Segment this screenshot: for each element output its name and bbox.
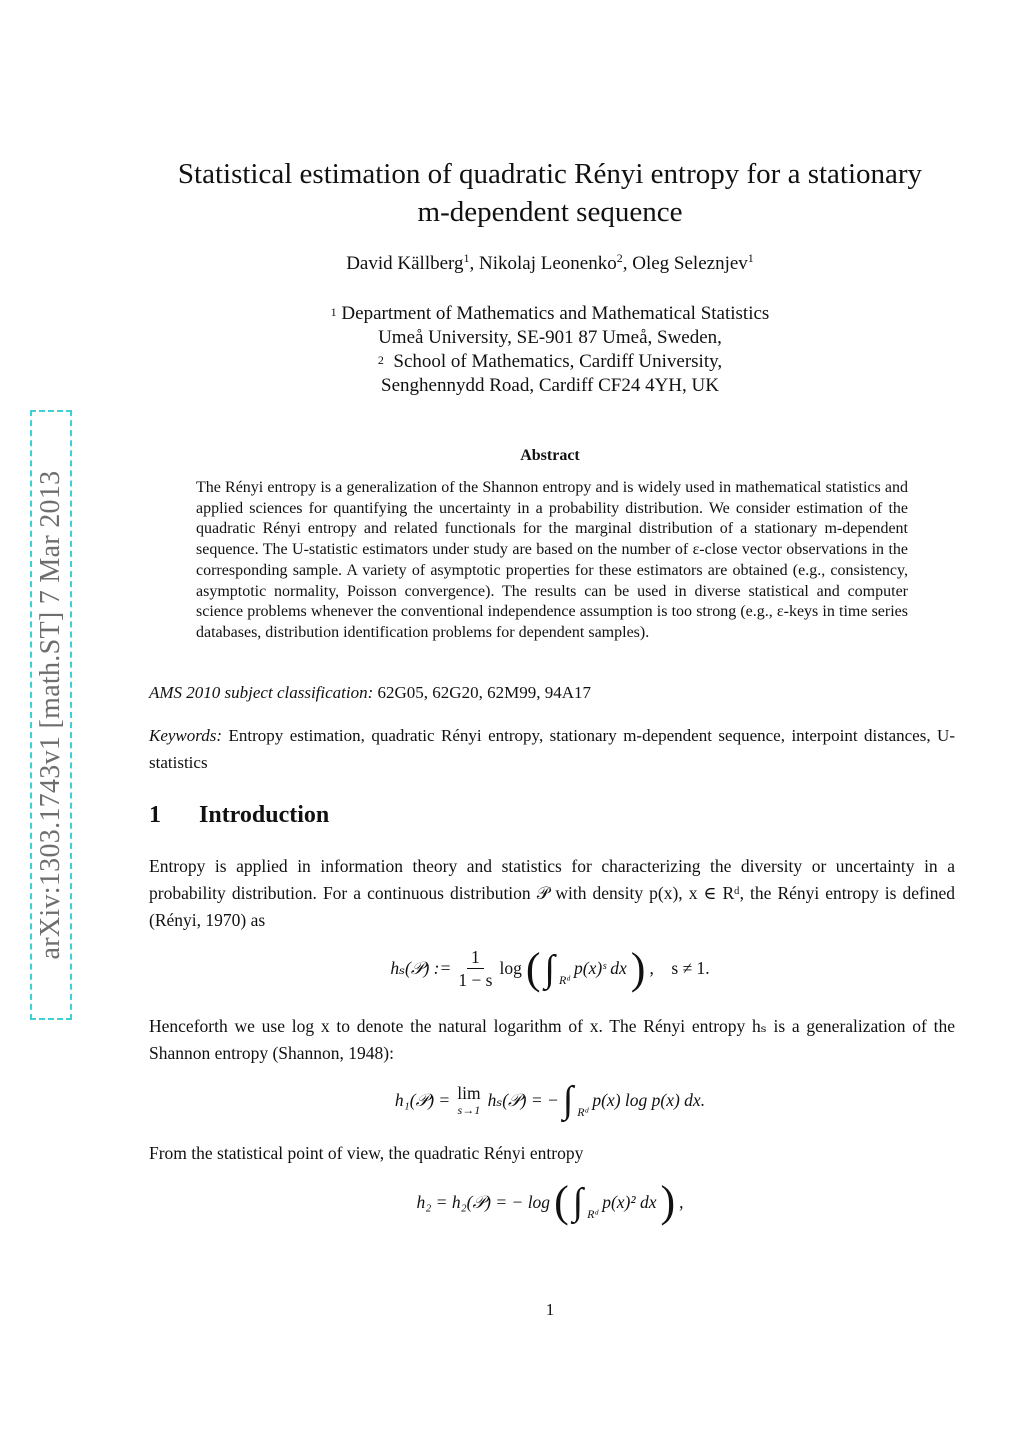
- ams-codes: 62G05, 62G20, 62M99, 94A17: [377, 683, 591, 702]
- eq1-lhs: hₛ(𝒫) :=: [390, 958, 452, 978]
- eq3-tail: ,: [679, 1191, 684, 1212]
- keywords: [149, 722, 955, 776]
- author-name: Nikolaj Leonenko: [479, 253, 617, 274]
- keywords-label: Keywords:: [149, 726, 223, 745]
- integral-domain: Rᵈ: [587, 1206, 599, 1221]
- integral-domain: Rᵈ: [558, 973, 571, 987]
- equation-renyi: [150, 943, 950, 993]
- left-paren: (: [525, 943, 541, 993]
- eq1-numerator: 1: [467, 946, 484, 969]
- arxiv-stamp-text: arXiv:1303.1743v1 [math.ST] 7 Mar 2013: [35, 470, 66, 960]
- eq1-log: log: [499, 958, 522, 978]
- author-sup: 1: [747, 251, 754, 265]
- affiliation-line: Senghennydd Road, Cardiff CF24 4YH, UK: [381, 375, 719, 396]
- section-title: Introduction: [199, 802, 330, 828]
- equation-shannon: [150, 1080, 950, 1120]
- page-number: 1: [545, 1300, 555, 1319]
- title-line-2: m-dependent sequence: [417, 196, 683, 228]
- eq2-mid: hₛ(𝒫) = −: [487, 1089, 559, 1110]
- equation-quadratic: [150, 1177, 950, 1226]
- affiliation-line: $^1$ Department of Mathematics and Mathematical Statistics: [330, 303, 770, 324]
- ams-classification: [149, 683, 959, 703]
- affiliation-line: Umeå University, SE-901 87 Umeå, Sweden,: [378, 327, 722, 348]
- eq2-integrand: p(x) log p(x) dx.: [592, 1089, 706, 1110]
- eq3-integrand: p(x)² dx: [602, 1191, 657, 1212]
- integral-sign: ∫: [544, 947, 555, 990]
- paragraph-3: From the statistical point of view, the quadratic Rényi entropy: [149, 1143, 584, 1163]
- affiliations: [150, 302, 950, 398]
- section-number: 1: [149, 802, 161, 828]
- author-sup: 1: [463, 251, 470, 265]
- section-heading: [149, 802, 329, 829]
- author-name: Oleg Seleznjev: [632, 253, 748, 274]
- integral-sign: ∫: [572, 1181, 584, 1223]
- right-paren: ): [630, 943, 646, 993]
- keywords-text: Entropy estimation, quadratic Rényi entropy, stationary m-dependent sequence, interpoint distances, U-statistics: [149, 726, 955, 772]
- abstract-body: The Rényi entropy is a generalization of the Shannon entropy and is widely used in mathematical statistics and applied sciences for quantifying the uncertainty in a probability distribution. We consider estimation of the quadratic Rényi entropy and related functionals for the marginal distribution of a stationary m-dependent sequence. The U-statistic estimators under study are based on the number of ε-close vector observations in the corresponding sample. A variety of asymptotic properties for these estimators are obtained (e.g., consistency, asymptotic normality, Poisson convergence). The results can be used in diverse statistical and computer science problems whenever the conventional independence assumption is too strong (e.g., ε-keys in time series databases, distribution identification problems for dependent samples).: [196, 479, 908, 641]
- eq1-condition: , s ≠ 1.: [649, 958, 710, 978]
- eq1-fraction: [458, 946, 492, 991]
- author-list: David Källberg$^1$, Nikolaj Leonenko$^2$, Oleg Seleznjev$^1$: [346, 251, 754, 274]
- paper-title: [150, 155, 950, 231]
- eq2-limit: lim s→1: [457, 1083, 481, 1117]
- title-line-1: Statistical estimation of quadratic Rényi entropy for a stationary: [177, 158, 923, 190]
- eq3-lhs: h₂ = h₂(𝒫) = − log: [416, 1191, 551, 1212]
- author-sup: 2: [616, 251, 623, 265]
- paragraph-2: Henceforth we use log x to denote the natural logarithm of x. The Rényi entropy hₛ is a generalization of the Shannon entropy (Shannon, 1948):: [149, 1016, 955, 1063]
- eq1-denominator: 1 − s: [458, 970, 493, 990]
- affiliation-line: $^2$ School of Mathematics, Cardiff University,: [377, 351, 723, 372]
- author-name: David Källberg: [346, 253, 464, 274]
- arxiv-stamp: [30, 410, 72, 1020]
- eq2-lhs: h₁(𝒫) =: [394, 1089, 451, 1110]
- paragraph-1: Entropy is applied in information theory and statistics for characterizing the diversity or uncertainty in a probability distribution. For a continuous distribution 𝒫 with density p(x), x ∈ Rᵈ, the Rényi entropy is defined (Rényi, 1970) as: [149, 856, 955, 930]
- abstract-heading: Abstract: [520, 447, 580, 464]
- integral-domain: Rᵈ: [577, 1104, 589, 1119]
- ams-label: AMS 2010 subject classification:: [149, 683, 374, 702]
- eq1-integrand: p(x)ˢ dx: [574, 958, 627, 978]
- left-paren: (: [554, 1177, 569, 1226]
- integral-sign: ∫: [562, 1079, 574, 1121]
- right-paren: ): [660, 1177, 676, 1226]
